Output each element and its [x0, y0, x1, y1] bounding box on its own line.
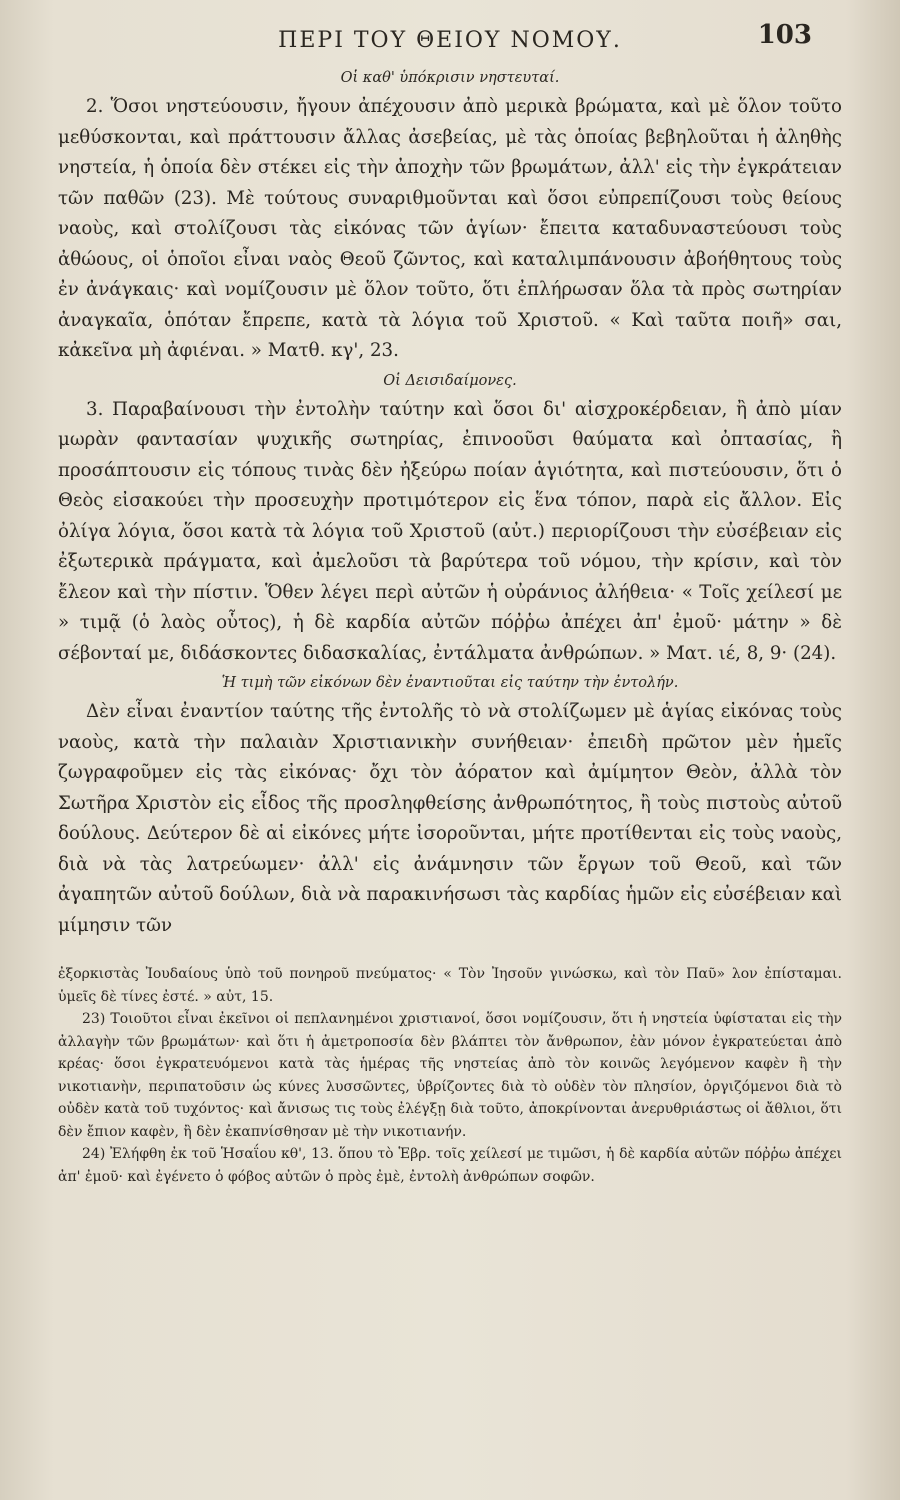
paragraph-3: 3. Παραβαίνουσι τὴν ἐντολὴν ταύτην καὶ ὅσοι δι' αἰσχροκέρδειαν, ἢ ἀπὸ μίαν μωρὰν φαντασίαν ψυχικῆς σωτηρίας, ἐπινοοῦσι θαύματα καὶ ὀπτασίας, ἢ προσάπτουσιν εἰς τόπους τινὰς δὲν ἠξεύρω ποίαν ἁγιότητα, καὶ πιστεύουσιν, ὅτι ὁ Θεὸς εἰσακούει τὴν προσευχὴν προτιμότερον εἰς ἕνα τόπον, παρὰ εἰς ἄλλον. Εἰς ὀλίγα λόγια, ὅσοι κατὰ τὰ λόγια τοῦ Χριστοῦ (αὐτ.) περιορίζουσι τὴν εὐσέβειαν εἰς ἐξωτερικὰ πράγματα, καὶ ἀμελοῦσι τὰ βαρύτερα τοῦ νόμου, τὴν κρίσιν, καὶ τὸν ἔλεον καὶ τὴν πίστιν. Ὅθεν λέγει περὶ αὐτῶν ἡ οὐράνιος ἀλήθεια· « Τοῖς χείλεσί με » τιμᾷ (ὁ λαὸς οὗτος), ἡ δὲ καρδία αὐτῶν πόῤῥω ἀπέχει ἀπ' ἐμοῦ· μάτην » δὲ σέβονταί με, διδάσκοντες διδασκαλίας, ἐντάλματα ἀνθρώπων. » Ματ. ιέ, 8, 9· (24). — [58, 398, 842, 664]
section-heading-icons: Ἡ τιμὴ τῶν εἰκόνων δὲν ἐναντιοῦται εἰς ταύτην τὴν ἐντολήν. — [221, 675, 679, 691]
footnotes — [58, 963, 842, 1188]
running-head: ΠΕΡΙ ΤΟΥ ΘΕΙΟΥ ΝΟΜΟΥ. — [278, 28, 622, 53]
footnote-continued: ἐξορκιστὰς Ἰουδαίους ὑπὸ τοῦ πονηροῦ πνεύματος· « Τὸν Ἰησοῦν γινώσκω, καὶ τὸν Παῦ» λον ἐπίσταμαι. ὑμεῖς δὲ τίνες ἐστέ. » αὐτ, 15. — [58, 966, 842, 1005]
footnote-23: 23) Τοιοῦτοι εἶναι ἐκεῖνοι οἱ πεπλανημένοι χριστιανοί, ὅσοι νομίζουσιν, ὅτι ἡ νηστεία ὑφίσταται εἰς τὴν ἀλλαγὴν τῶν βρωμάτων· καὶ ὅτι ἡ ἀμετροποσία δὲν βλάπτει τὸν ἄνθρωπον, ἐὰν μόνον ἐγκρατεύεται ἀπὸ κρέας· ὅσοι ἐγκρατευόμενοι κατὰ τὰς ἡμέρας τῆς νηστείας ἀπὸ τὸν κοινῶς λεγόμενον καφὲν ἢ τὴν νικοτιανὴν, περιπατοῦσιν ὡς κύνες λυσσῶντες, ὑβρίζοντες διὰ τὸ οὐδὲν τὸν πλησίον, ὀργιζόμενοι διὰ τὸ οὐδὲν κατὰ τοῦ τυχόντος· καὶ ἄνισως τις τοὺς ἐλέγξῃ διὰ τοῦτο, ἀποκρίνονται ἀνερυθριάστως οἱ ἄθλιοι, ὅτι δὲν ἔπιον καφὲν, ἢ δὲν ἐκαπνίσθησαν μὲ τὴν νικοτιανήν. — [58, 1011, 842, 1140]
paragraph-2: 2. Ὅσοι νηστεύουσιν, ἤγουν ἀπέχουσιν ἀπὸ μερικὰ βρώματα, καὶ μὲ ὅλον τοῦτο μεθύσκονται, καὶ πράττουσιν ἄλλας ἀσεβείας, μὲ τὰς ὁποίας βεβηλοῦται ἡ ἀληθὴς νηστεία, ἡ ὁποία δὲν στέκει εἰς τὴν ἀποχὴν τῶν βρωμάτων, ἀλλ' εἰς τὴν ἐγκράτειαν τῶν παθῶν (23). Μὲ τούτους συναριθμοῦνται καὶ ὅσοι εὐπρεπίζουσι τοὺς θείους ναοὺς, καὶ στολίζουσι τὰς εἰκόνας τῶν ἁγίων· ἔπειτα καταδυναστεύουσι τοὺς ἀθώους, οἱ ὁποῖοι εἶναι ναὸς Θεοῦ ζῶντος, καὶ καταλιμπάνουσιν ἀβοήθητους τοὺς ἐν ἀνάγκαις· καὶ νομίζουσιν μὲ ὅλον τοῦτο, ὅτι ἐπλήρωσαν ὅλα τὰ πρὸς σωτηρίαν ἀναγκαῖα, ὁπόταν ἔπρεπε, κατὰ τὰ λόγια τοῦ Χριστοῦ. « Καὶ ταῦτα ποιῆ» σαι, κἀκεῖνα μὴ ἀφιέναι. » Ματθ. κγ', 23. — [58, 96, 842, 361]
paragraph-icons: Δὲν εἶναι ἐναντίον ταύτης τῆς ἐντολῆς τὸ νὰ στολίζωμεν μὲ ἁγίας εἰκόνας τοὺς ναοὺς, κατὰ τὴν παλαιὰν Χριστιανικὴν συνήθειαν· ἐπειδὴ πρῶτον μὲν ἡμεῖς ζωγραφοῦμεν εἰς τὰς εἰκόνας· ὄχι τὸν ἀόρατον καὶ ἀμίμητον Θεὸν, ἀλλὰ τὸν Σωτῆρα Χριστὸν εἰς εἶδος τῆς προσληφθείσης ἀνθρωπότητος, ἢ τοὺς πιστοὺς αὐτοῦ δούλους. Δεύτερον δὲ αἱ εἰκόνες μήτε ἰσοροῦνται, μήτε προτίθενται εἰς τοὺς ναοὺς, διὰ νὰ τὰς λατρεύωμεν· ἀλλ' εἰς ἀνάμνησιν τῶν ἔργων τοῦ Θεοῦ, καὶ τῶν ἀγαπητῶν αὐτοῦ δούλων, διὰ νὰ παρακινήσωσι τὰς καρδίας ἡμῶν εἰς εὐσέβειαν καὶ μίμησιν τῶν — [58, 701, 842, 936]
page-header — [0, 18, 900, 58]
page-body — [58, 64, 842, 1188]
section-heading-hypocrite-fasters: Οἱ καθ' ὑπόκρισιν νηστευταί. — [340, 70, 560, 86]
section-heading-superstitious: Οἱ Δεισιδαίμονες. — [383, 372, 517, 389]
page-number: 103 — [757, 20, 812, 50]
footnote-24: 24) Ἐλήφθη ἐκ τοῦ Ἡσαΐου κθ', 13. ὅπου τὸ Ἑβρ. τοῖς χείλεσί με τιμῶσι, ἡ δὲ καρδία αὐτῶν πόῤῥω ἀπέχει ἀπ' ἐμοῦ· καὶ ἐγένετο ὁ φόβος αὐτῶν ὁ πρὸς ἐμὲ, ἐντολὴ ἀνθρώπων σοφῶν. — [58, 1146, 842, 1185]
